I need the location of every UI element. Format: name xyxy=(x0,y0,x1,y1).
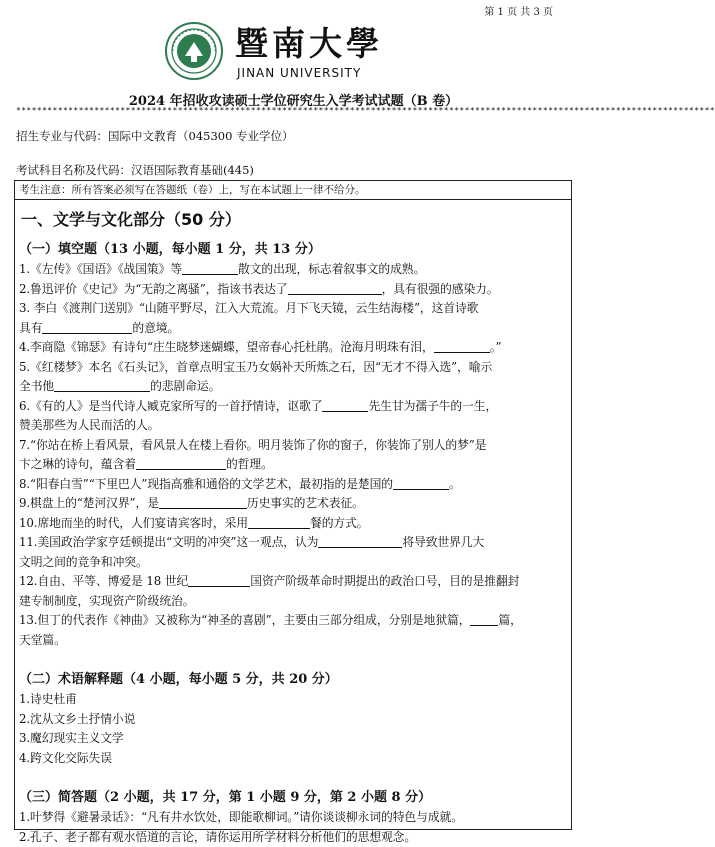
section-title: 一、文学与文化部分（50 分） xyxy=(21,207,565,230)
subject-line: 考试科目名称及代码：汉语国际教育基础(445) xyxy=(16,162,254,178)
school-name-en: JINAN UNIVERSITY xyxy=(237,66,361,80)
short-answer-item: 1.叶梦得《避暑录话》：“凡有井水饮处，即能歌柳词。”请你谈谈柳永词的特色与成就。 xyxy=(19,808,565,828)
answer-blank xyxy=(159,495,247,509)
term-item: 1.诗史杜甫 xyxy=(19,690,565,710)
answer-blank xyxy=(470,612,498,626)
exam-title: 2024 年招收攻读硕士学位研究生入学考试试题（B 卷） xyxy=(0,90,587,109)
question-11: 11.美国政治学家亨廷顿提出“文明的冲突”这一观点，认为 将导致世界几大 xyxy=(19,533,565,553)
question-1: 1.《左传》《国语》《战国策》等 散文的出现，标志着叙事文的成熟。 xyxy=(19,260,565,280)
question-box xyxy=(14,180,572,830)
answer-blank xyxy=(136,456,226,470)
exam-notice: 考生注意：所有答案必须写在答题纸（卷）上，写在本试题上一律不给分。 xyxy=(15,181,571,200)
short-answer-title: （三）简答题（2 小题，共 17 分，第 1 小题 9 分，第 2 小题 8 分） xyxy=(19,786,565,805)
question-2: 2.鲁迅评价《史记》为“无韵之离骚”，指该书表达了 ，具有很强的感染力。 xyxy=(19,280,565,300)
star-divider: ************************************************************************************************************************************** xyxy=(16,107,572,115)
answer-blank xyxy=(322,398,368,412)
term-explanation-title: （二）术语解释题（4 小题，每小题 5 分，共 20 分） xyxy=(19,668,565,687)
answer-blank xyxy=(54,378,150,392)
term-item: 3.魔幻现实主义文学 xyxy=(19,729,565,749)
major-line: 招生专业与代码：国际中文教育（045300 专业学位） xyxy=(16,128,294,144)
answer-blank xyxy=(288,281,382,295)
fill-blank-title: （一）填空题（13 小题，每小题 1 分，共 13 分） xyxy=(19,238,565,257)
question-8: 8.“阳春白雪”“下里巴人”现指高雅和通俗的文学艺术，最初指的是楚国的 。 xyxy=(19,475,565,495)
answer-blank xyxy=(188,573,250,587)
question-4: 4.李商隐《锦瑟》有诗句“庄生晓梦迷蝴蝶，望帝春心托杜鹃。沧海月明珠有泪， 。” xyxy=(19,338,565,358)
question-9: 9.棋盘上的“楚河汉界”，是 历史事实的艺术表征。 xyxy=(19,494,565,514)
question-13: 13.但丁的代表作《神曲》又被称为“神圣的喜剧”，主要由三部分组成，分别是地狱篇， 篇， xyxy=(19,611,565,631)
question-10: 10.席地而坐的时代，人们宴请宾客时，采用 餐的方式。 xyxy=(19,514,565,534)
question-content: 一、文学与文化部分（50 分） （一）填空题（13 小题，每小题 1 分，共 13 分） 1.《左传》《国语》《战国策》等 散文的出现，标志着叙事文的成熟。 2.鲁迅评价《史记》为“无韵之离骚”，指该书表达了 ，具有很强的感染力。 3. 李白《渡荆门送别》“山随平野尽，江入大荒流。月下飞天镜，云生结海楼”，这首诗歌 具有 的意境。 4.李商隐《锦瑟》有诗句“庄生晓梦迷蝴蝶，望帝春心托杜鹃。沧海月明珠有泪， 。” 5.《红楼梦》本名《石头记》，首章点明宝玉乃女娲补天所炼之石，因“无才不得入选”，喻示 全书他 的悲剧命运。 6.《有的人》是当代诗人臧克家所写的一首抒情诗，讴歌了 先生甘为孺子牛的一生， 赞美那些为人民而活的人。 7.“你站在桥上看风景，看风景人在楼上看你。明月装饰了你的窗子，你装饰了别人的梦”是 卞之琳的诗句，蕴含着 的哲理。 8.“阳春白雪”“下里巴人”现指高雅和通俗的文学艺术，最初指的是楚国的 。 9.棋盘上的“楚河汉界”，是 历史事实的艺术表征。 10.席地而坐的时代，人们宴请宾客时，采用 餐的方式。 11.美国政治学家亨廷顿提出“文明的冲突”这一观点，认为 将导致世界几大 文明之间的竞争和冲突。 12.自由、平等、博爱是 18 世纪 国资产阶级革命时期提出的政治口号，目的是推翻封 建专制制度，实现资产阶级统治。 13.但丁的代表作《神曲》又被称为“神圣的喜剧”，主要由三部分组成，分别是地狱篇， 篇， 天堂篇。 （二）术语解释题（4 小题，每小题 5 分，共 20 分） 1.诗史杜甫 2.沈从文乡土抒情小说 3.魔幻现实主义文学 4.跨文化交际失误 （三）简答题（2 小题，共 17 分，第 1 小题 9 分，第 2 小题 8 分） 1.叶梦得《避暑录话》：“凡有井水饮处，即能歌柳词。”请你谈谈柳永词的特色与成就。 2.孔子、老子都有观水悟道的言论，请你运用所学材料分析他们的思想观念。 xyxy=(19,203,565,847)
question-3: 3. 李白《渡荆门送别》“山随平野尽，江入大荒流。月下飞天镜，云生结海楼”，这首诗歌 xyxy=(19,299,565,319)
short-answer-item: 2.孔子、老子都有观水悟道的言论，请你运用所学材料分析他们的思想观念。 xyxy=(19,828,565,847)
question-7: 7.“你站在桥上看风景，看风景人在楼上看你。明月装饰了你的窗子，你装饰了别人的梦”是 xyxy=(19,436,565,456)
term-item: 2.沈从文乡土抒情小说 xyxy=(19,710,565,730)
question-5: 5.《红楼梦》本名《石头记》，首章点明宝玉乃女娲补天所炼之石，因“无才不得入选”，喻示 xyxy=(19,358,565,378)
answer-blank xyxy=(248,515,310,529)
answer-blank xyxy=(434,339,490,353)
question-6: 6.《有的人》是当代诗人臧克家所写的一首抒情诗，讴歌了 先生甘为孺子牛的一生， xyxy=(19,397,565,417)
answer-blank xyxy=(182,261,238,275)
answer-blank xyxy=(42,320,132,334)
answer-blank xyxy=(393,476,449,490)
term-item: 4.跨文化交际失误 xyxy=(19,749,565,769)
university-header xyxy=(165,22,385,84)
answer-blank xyxy=(318,534,402,548)
question-12: 12.自由、平等、博爱是 18 世纪 国资产阶级革命时期提出的政治口号，目的是推翻封 xyxy=(19,572,565,592)
page-number: 第 1 页 共 3 页 xyxy=(484,3,553,18)
university-emblem-icon xyxy=(165,22,223,80)
school-name-cn: 暨南大學 xyxy=(235,24,383,64)
